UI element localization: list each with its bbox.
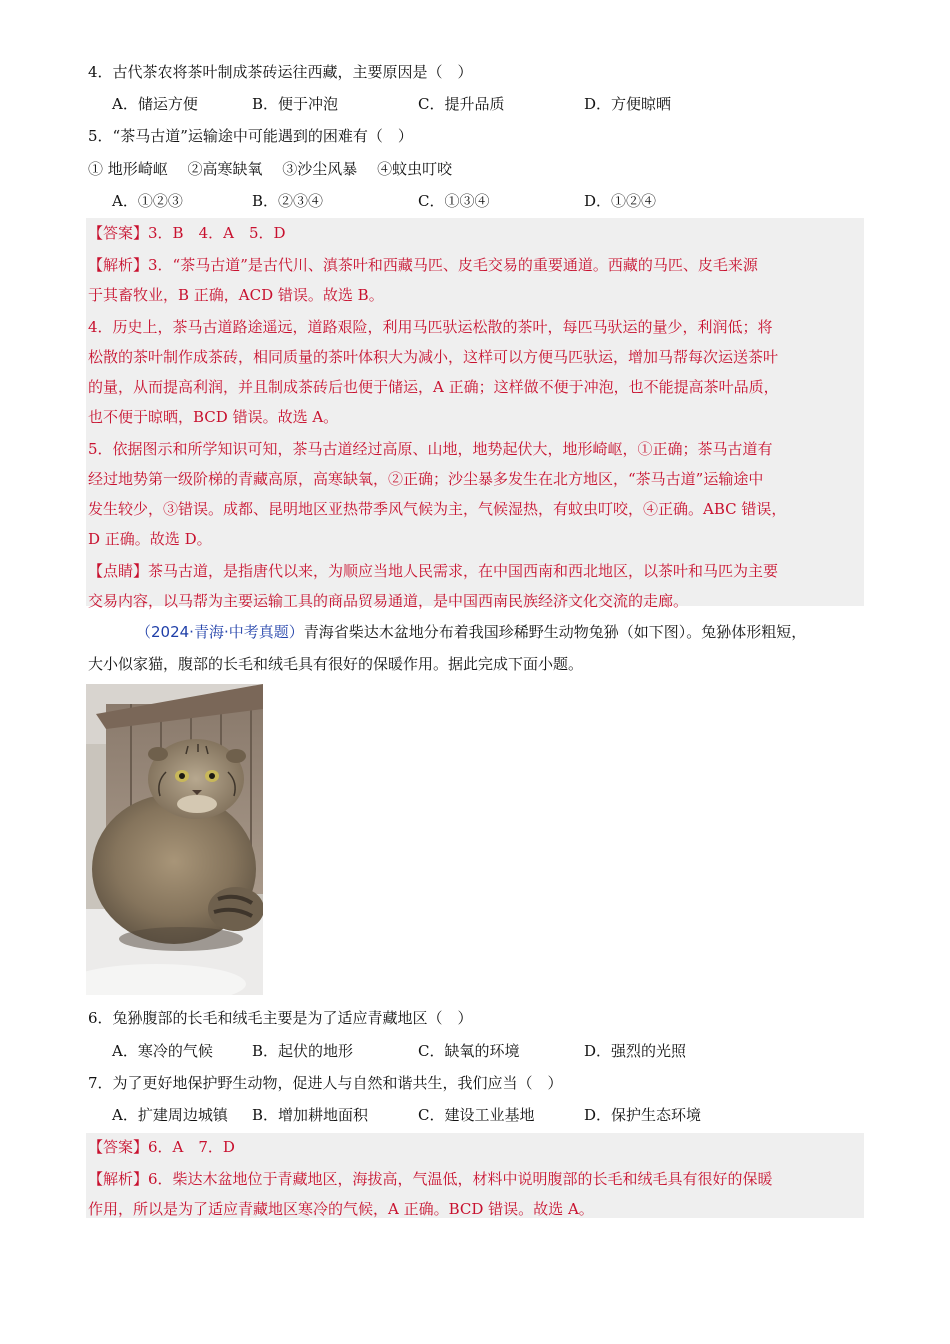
analysis-line: 的量，从而提高利润，并且制成茶砖后也便于储运，A 正确；这样做不便于冲泡，也不能提高茶叶品质， (88, 378, 779, 396)
q6-option-b: B．起伏的地形 (252, 1042, 354, 1060)
point-line: 【点睛】茶马古道，是指唐代以来，为顺应当地人民需求，在中国西南和西北地区，以茶叶和马匹为主要 (88, 562, 779, 580)
analysis-line: 4．历史上，茶马古道路途遥远，道路艰险，利用马匹驮运松散的茶叶，每匹马驮运的量少，利润低；将 (88, 318, 773, 336)
analysis-line: 5．依据图示和所学知识可知，茶马古道经过高原、山地，地势起伏大，地形崎岖，①正确；茶马古道有 (88, 440, 773, 458)
q6-option-c: C．缺氧的环境 (418, 1042, 520, 1060)
analysis-line: 于其畜牧业，B 正确，ACD 错误。故选 B。 (88, 286, 384, 304)
q5-option-d: D．①②④ (584, 192, 657, 210)
question-source: （2024·青海·中考真题） (136, 623, 304, 641)
question-6-stem: 6．兔狲腹部的长毛和绒毛主要是为了适应青藏地区（ ） (88, 1009, 473, 1027)
q7-option-d: D．保护生态环境 (584, 1106, 702, 1124)
q7-option-c: C．建设工业基地 (418, 1106, 535, 1124)
answer-line-2: 【答案】6．A 7．D (88, 1138, 235, 1156)
q7-option-b: B．增加耕地面积 (252, 1106, 369, 1124)
question-5-items: ① 地形崎岖 ②高寒缺氧 ③沙尘风暴 ④蚊虫叮咬 (88, 160, 453, 178)
analysis-line: 【解析】3．“茶马古道”是古代川、滇茶叶和西藏马匹、皮毛交易的重要通道。西藏的马匹、皮毛来源 (88, 256, 758, 274)
question-4-stem: 4．古代茶农将茶叶制成茶砖运往西藏，主要原因是（ ） (88, 63, 473, 81)
answer-line-1: 【答案】3．B 4．A 5．D (88, 224, 286, 242)
intro-line-1 (136, 621, 806, 643)
analysis-line: 也不便于晾晒，BCD 错误。故选 A。 (88, 408, 339, 426)
point-line: 交易内容，以马帮为主要运输工具的商品贸易通道，是中国西南民族经济文化交流的走廊。 (88, 592, 689, 610)
analysis-line: 经过地势第一级阶梯的青藏高原，高寒缺氧，②正确；沙尘暴多发生在北方地区，“茶马古道”运输途中 (88, 470, 764, 488)
intro-line-2: 大小似家猫，腹部的长毛和绒毛具有很好的保暖作用。据此完成下面小题。 (88, 655, 584, 673)
pallas-cat-photo (86, 684, 263, 995)
q4-option-a: A．储运方便 (112, 95, 198, 113)
q5-option-b: B．②③④ (252, 192, 324, 210)
q5-option-a: A．①②③ (112, 192, 183, 210)
q6-option-d: D．强烈的光照 (584, 1042, 687, 1060)
q4-option-c: C．提升品质 (418, 95, 505, 113)
analysis-line: 松散的茶叶制作成茶砖，相同质量的茶叶体积大为减小，这样可以方便马匹驮运，增加马帮每次运送茶叶 (88, 348, 779, 366)
q4-option-b: B．便于冲泡 (252, 95, 339, 113)
q4-option-d: D．方便晾晒 (584, 95, 672, 113)
q6-option-a: A．寒冷的气候 (112, 1042, 213, 1060)
q7-option-a: A．扩建周边城镇 (112, 1106, 228, 1124)
analysis-line: 发生较少，③错误。成都、昆明地区亚热带季风气候为主，气候湿热，有蚊虫叮咬，④正确。ABC 错误， (88, 500, 787, 518)
intro-text-1: 青海省柴达木盆地分布着我国珍稀野生动物兔狲（如下图）。兔狲体形粗短， (303, 623, 807, 641)
analysis-line: 【解析】6．柴达木盆地位于青藏地区，海拔高，气温低，材料中说明腹部的长毛和绒毛具有很好的保暖 (88, 1170, 773, 1188)
analysis-line: D 正确。故选 D。 (88, 530, 212, 548)
q5-option-c: C．①③④ (418, 192, 490, 210)
question-5-stem: 5．“茶马古道”运输途中可能遇到的困难有（ ） (88, 127, 413, 145)
question-7-stem: 7．为了更好地保护野生动物，促进人与自然和谐共生，我们应当（ ） (88, 1074, 563, 1092)
analysis-line: 作用，所以是为了适应青藏地区寒冷的气候，A 正确。BCD 错误。故选 A。 (88, 1200, 594, 1218)
